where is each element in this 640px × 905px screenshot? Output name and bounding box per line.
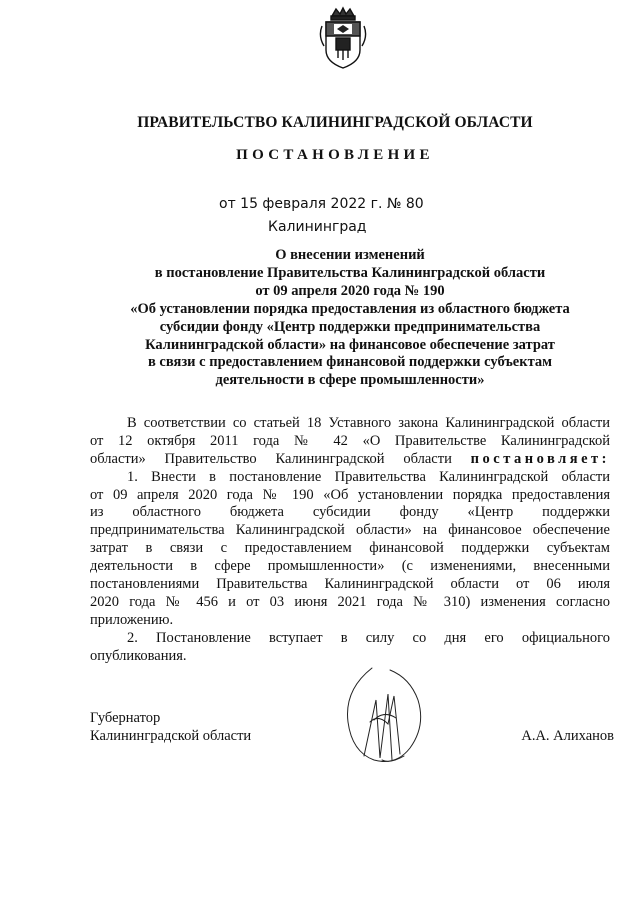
position-line: Калининградской области xyxy=(90,727,252,744)
signatory-position xyxy=(90,710,251,746)
paragraph-line: приложению. xyxy=(90,611,174,628)
title-line: субсидии фонду «Центр поддержки предпринимательства xyxy=(159,318,541,335)
paragraph-line: деятельности в сфере промышленности» (с изменениями, внесенными xyxy=(90,558,610,575)
title-line: в постановление Правительства Калининградской области xyxy=(154,264,546,281)
paragraph-line: затрат в связи с предоставлением финансовой поддержки субъектам xyxy=(90,540,610,557)
paragraph-line: 2. Постановление вступает в силу со дня его официального xyxy=(127,629,610,646)
paragraph-line xyxy=(90,451,610,469)
title-line: Калининградской области» на финансовое обеспечение затрат xyxy=(145,336,555,353)
title-line: в связи с предоставлением финансовой поддержки субъектам xyxy=(147,354,553,371)
title-line: от 09 апреля 2020 года № 190 xyxy=(255,282,445,299)
document-body xyxy=(90,415,610,665)
paragraph-line: предпринимательства Калининградской области» на финансовое обеспечение xyxy=(90,522,610,539)
paragraph-line: от 09 апреля 2020 года № 190 «Об установлении порядка предоставления xyxy=(90,486,610,503)
decree-keyword: постановляет: xyxy=(470,450,610,467)
signatory-name: А.А. Алиханов xyxy=(521,728,614,744)
paragraph-line: опубликования. xyxy=(90,647,187,664)
paragraph-line: 1. Внести в постановление Правительства Калининградской области xyxy=(127,468,610,485)
paragraph-line: от 12 октября 2011 года № 42 «О Правительстве Калининградской xyxy=(90,432,610,449)
document-type: ПОСТАНОВЛЕНИЕ xyxy=(236,147,434,163)
city: Калининград xyxy=(268,219,367,235)
date-and-number: от 15 февраля 2022 г. № 80 xyxy=(219,196,424,212)
paragraph-line: В соответствии со статьей 18 Уставного закона Калининградской области xyxy=(127,415,610,431)
paragraph-text: области» Правительство Калининградской области xyxy=(90,450,452,467)
government-name: ПРАВИТЕЛЬСТВО КАЛИНИНГРАДСКОЙ ОБЛАСТИ xyxy=(137,114,533,131)
paragraph-line: постановлениями Правительства Калининградской области от 06 июля xyxy=(90,576,610,593)
handwritten-signature xyxy=(330,660,440,770)
kaliningrad-coat-of-arms-icon xyxy=(318,6,368,76)
document-title xyxy=(90,247,610,390)
paragraph-line: 2020 года № 456 и от 03 июня 2021 года № 310) изменения согласно xyxy=(90,593,610,610)
position-line: Губернатор xyxy=(90,710,161,726)
title-line: деятельности в сфере промышленности» xyxy=(215,372,485,389)
title-line: «Об установлении порядка предоставления из областного бюджета xyxy=(130,300,570,317)
paragraph-line: из областного бюджета субсидии фонду «Центр поддержки xyxy=(90,504,610,521)
title-line: О внесении изменений xyxy=(275,247,425,263)
